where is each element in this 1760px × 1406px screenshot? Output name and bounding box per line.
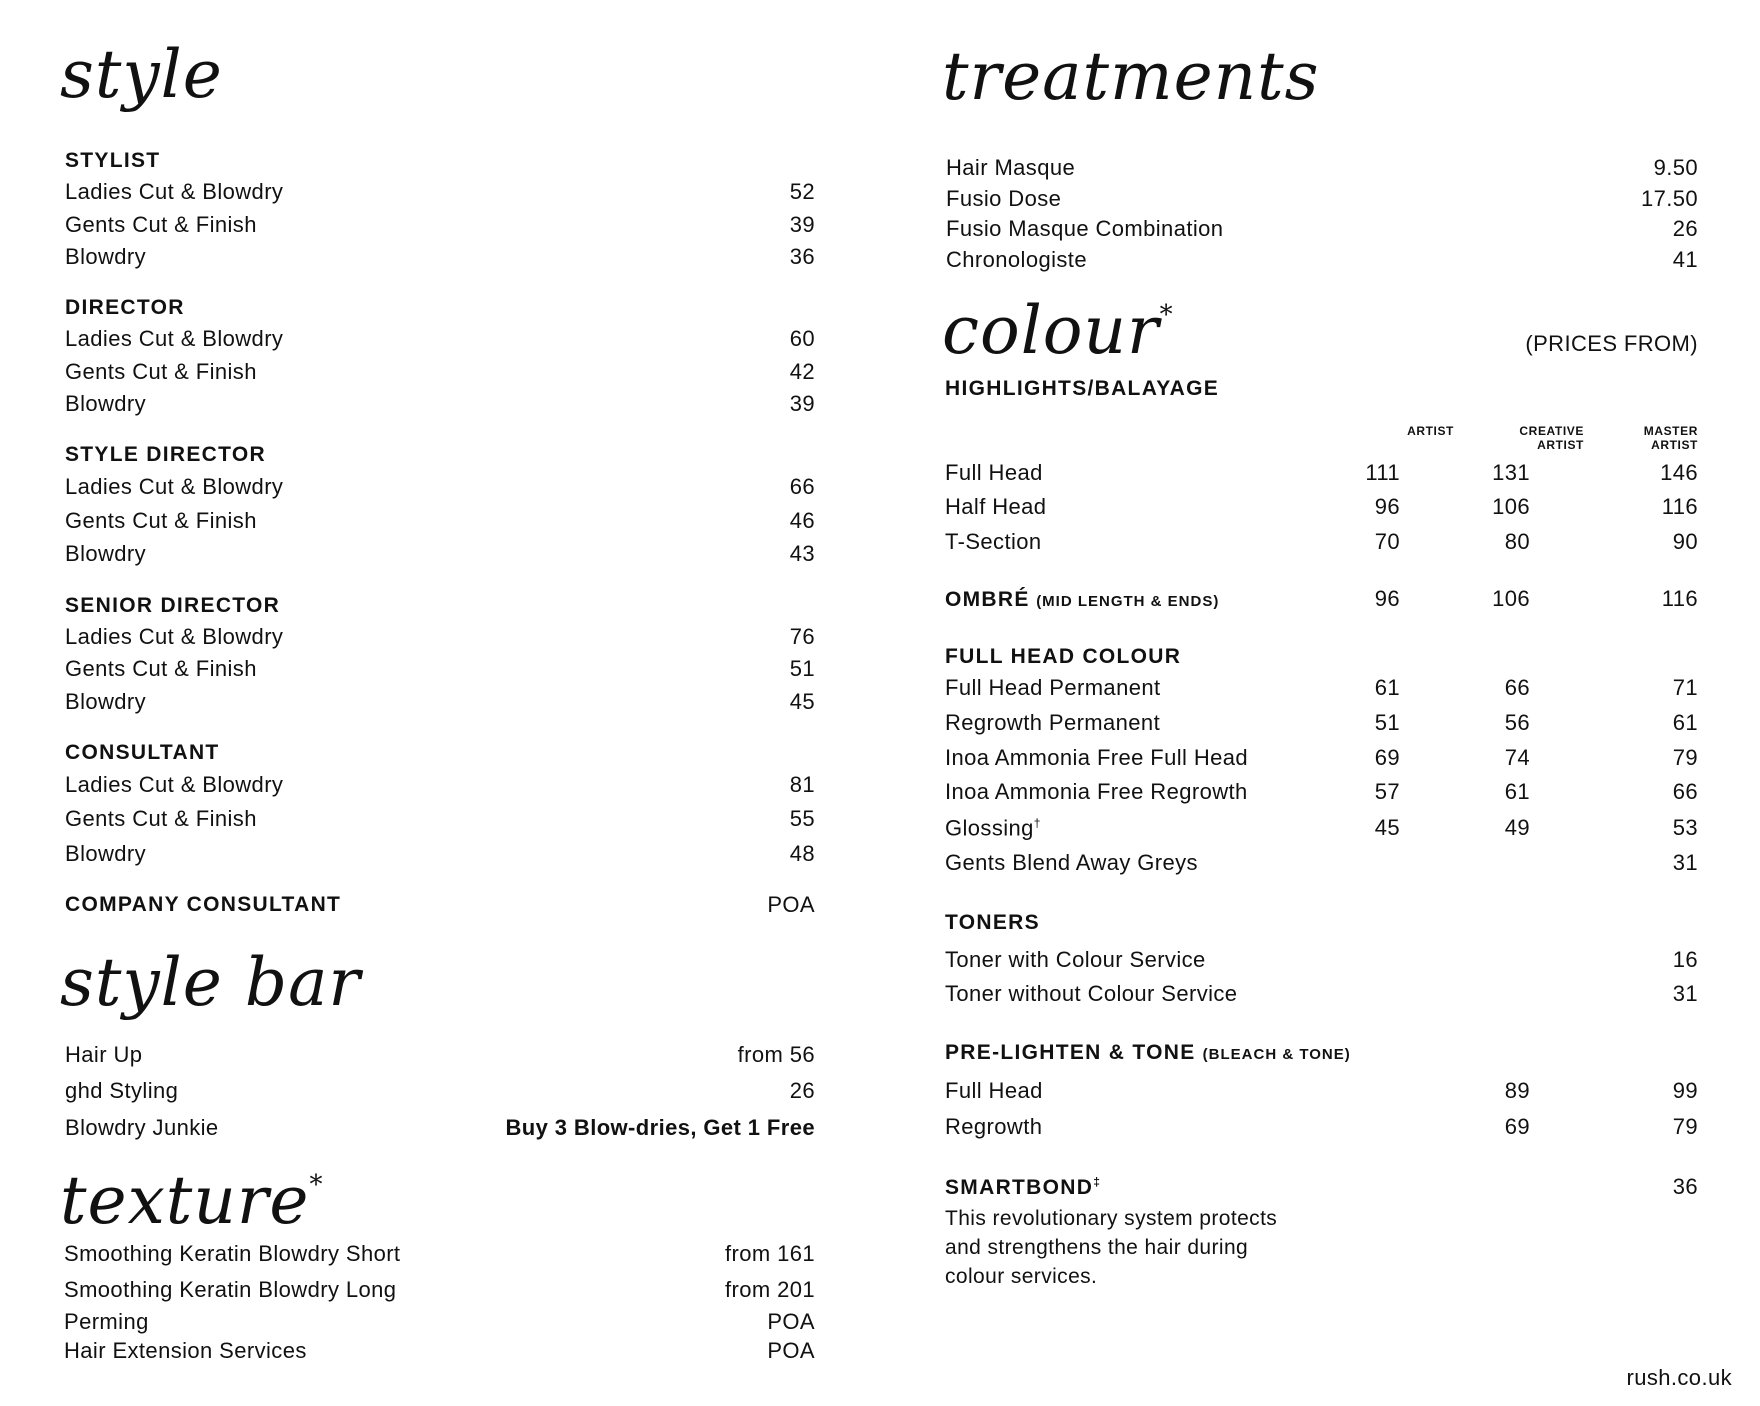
group-heading-director: DIRECTOR	[65, 296, 185, 319]
heading-full-head-colour: FULL HEAD COLOUR	[945, 645, 1182, 668]
group-heading-style-director: STYLE DIRECTOR	[65, 443, 266, 466]
column-header-creative-artist: CREATIVE ARTIST	[1519, 424, 1584, 452]
column-header-master-artist: MASTER ARTIST	[1643, 424, 1698, 452]
group-heading-stylist: STYLIST	[65, 149, 161, 172]
smartbond-description: This revolutionary system protects and strengthens the hair during colour services.	[945, 1207, 1278, 1288]
group-heading-senior-director: SENIOR DIRECTOR	[65, 594, 281, 617]
style-bar-title: style bar	[60, 944, 361, 1021]
texture-title: texture*	[60, 1162, 324, 1239]
prices-from-note: (PRICES FROM)	[1525, 331, 1698, 356]
heading-highlights: HIGHLIGHTS/BALAYAGE	[945, 377, 1220, 400]
group-heading-consultant: CONSULTANT	[65, 741, 220, 764]
treatments-title: treatments	[942, 38, 1320, 115]
style-title: style	[60, 36, 223, 113]
column-header-artist: ARTIST	[1407, 424, 1454, 438]
footer-site: rush.co.uk	[1626, 1365, 1732, 1390]
heading-toners: TONERS	[945, 911, 1040, 934]
heading-pre-lighten: PRE-LIGHTEN & TONE (BLEACH & TONE)	[945, 1041, 1351, 1064]
colour-title: colour*	[942, 292, 1174, 369]
